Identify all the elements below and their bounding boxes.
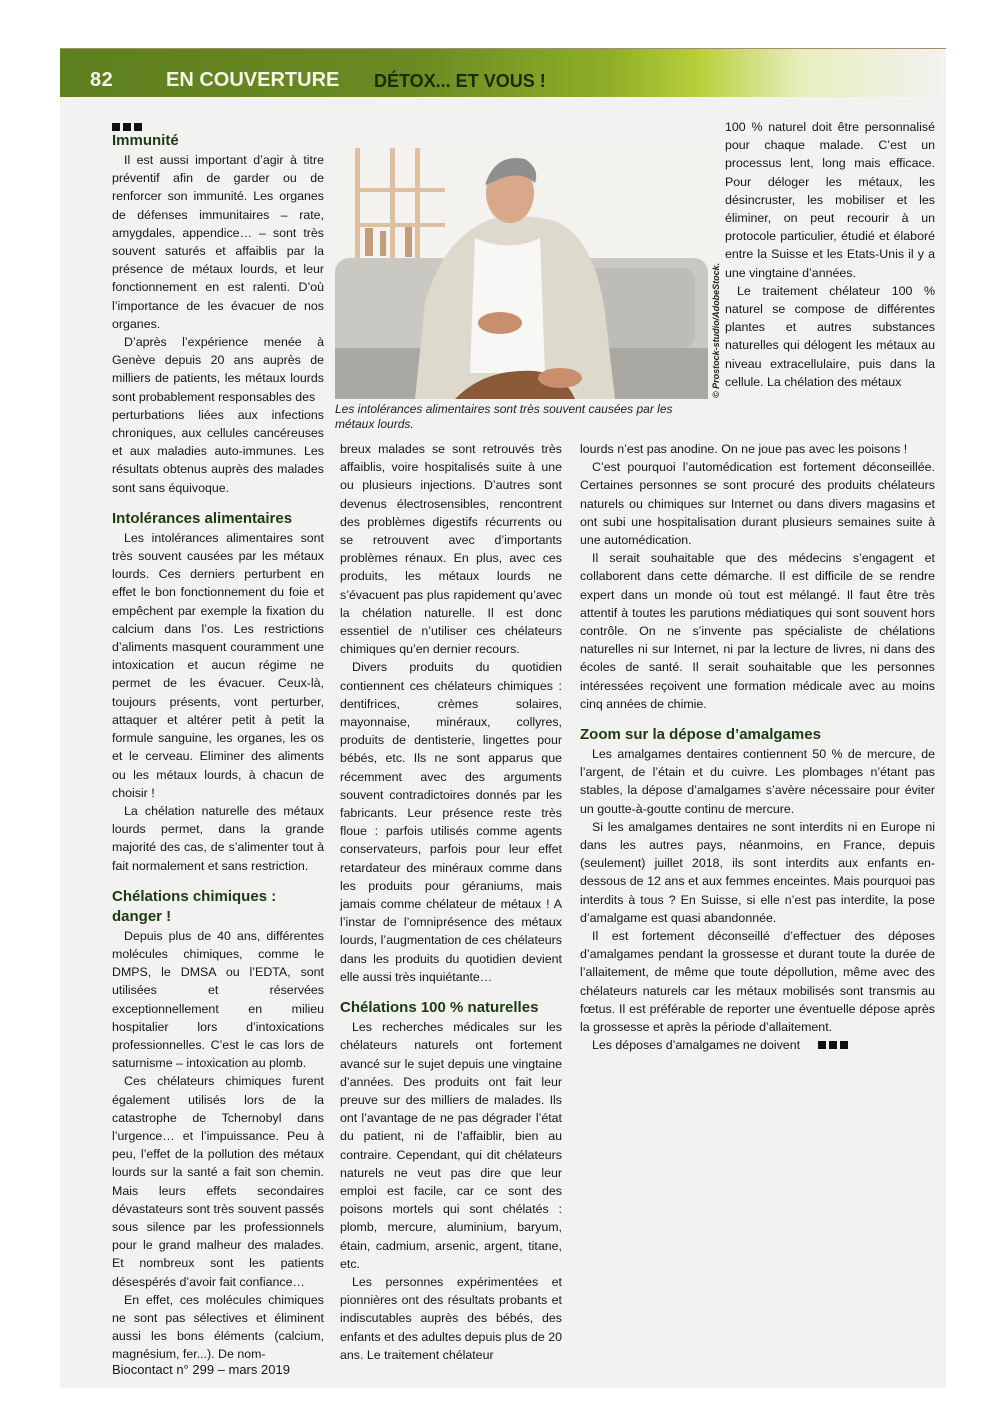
paragraph: Depuis plus de 40 ans, différentes molécules chimiques, comme le DMPS, le DMSA ou l’EDTA, sont utilisées et réservées exceptionnellement en milieu hospitalier lors d’intoxications professionnelles. C’est le cas lors de saturnisme – intoxication au plomb. bbox=[112, 928, 324, 1071]
paragraph: 100 % naturel doit être personnalisé pour chaque malade. C’est un processus lent, long mais efficace. Pour déloger les métaux, les désincruster, les mobiliser et les éliminer, on peut recourir à un protocole particulier, étudié et élaboré entre la Suisse et les Etats-Unis il y a une vingtaine d’années. bbox=[725, 120, 935, 280]
paragraph: La chélation naturelle des métaux lourds permet, dans la grande majorité des cas, de s’alimenter tout à fait normalement et sans restriction. bbox=[112, 803, 324, 873]
column-3-lower bbox=[580, 440, 935, 1055]
photo-caption: Les intolérances alimentaires sont très souvent causées par les métaux lourds. bbox=[335, 402, 673, 431]
heading-intolerances: Intolérances alimentaires bbox=[112, 509, 293, 527]
paragraph: En effet, ces molécules chimiques ne sont pas sélectives et éliminent aussi les bons éléments (calcium, magnésium, fer...). De nom- bbox=[112, 1292, 324, 1362]
paragraph: Les recherches médicales sur les chélateurs naturels ont fortement avancé sur le sujet depuis une vingtaine d’années. Des produits ont fait leur preuve sur des milliers de malades. Ils ont l’avantage de ne pas dégrader l’état du patient, ni de l’affaiblir, bien au contraire. Cependant, qui dit chélateurs naturels ne veut pas dire que leur emploi est facile, car ce sont des poisons mortels qui sont chélatés : plomb, mercure, aluminium, baryum, étain, cadmium, arsenic, argent, titane, etc. bbox=[340, 1020, 562, 1271]
paragraph: Les personnes expérimentées et pionnières ont des résultats probants et indiscutables auprès des bébés, des enfants et des adultes depuis plus de 20 ans. Le traitement chélateur bbox=[340, 1274, 562, 1362]
heading-chelations-chimiques: Chélations chimiques : danger ! bbox=[112, 887, 277, 925]
paragraph: breux malades se sont retrouvés très affaiblis, voire hospitalisés suite à une ou plusieurs injections. D’autres sont devenus électrosensibles, rencontrent des problèmes digestifs récurrents ou se retrouvent avec d’importants problèmes rénaux. En plus, avec ces produits, les métaux lourds ne s’évacuent pas plus rapidement qu’avec la chélation naturelle. Il est donc essentiel de n’utiliser ces chélateurs chimiques qu’en dernier recours. bbox=[340, 442, 562, 657]
paragraph: Les amalgames dentaires contiennent 50 % de mercure, de l’argent, de l’étain et du cuivre. Les plombages n’étant pas stables, la dépose d’amalgames s’avère nécessaire pour éviter un goutte-à-goutte continu de mercure. bbox=[580, 747, 935, 816]
paragraph: Il est aussi important d’agir à titre préventif afin de garder ou de renforcer son immunité. Les organes de défenses immunitaires – rate, amygdales, appendice… – sont très souvent saturés et affaiblis par la présence de métaux lourds, et leur fonctionnement en est ralenti. D’où l’importance de les évacuer de nos organes. bbox=[112, 153, 324, 331]
heading-immunite: Immunité bbox=[112, 132, 179, 149]
paragraph: Il serait souhaitable que des médecins s’engagent et collaborent dans cette démarche. Il est difficile de se rendre expert dans un monde où tout est mélangé. Il faut être très attentif à toutes les parutions médiatiques qui sont souvent hors contrôle. On ne s’invente pas spécialiste de chélations naturelles ni sur Internet, ni par la lecture de livres, ni dans des écoles de santé. Il serait souhaitable que les personnes intéressées reçoivent une formation médicale avec au moins cinq années de chimie. bbox=[580, 551, 935, 711]
paragraph-text: Les déposes d’amalgames ne doivent bbox=[592, 1038, 801, 1053]
paragraph: C’est pourquoi l’automédication est fortement déconseillée. Certaines personnes se sont procuré des produits chélateurs naturels ou chimiques sur Internet ou dans divers magasins et ont subi une hospitalisation durant plusieurs semaines suite à une automédication. bbox=[580, 460, 935, 548]
paragraph: lourds n’est pas anodine. On ne joue pas avec les poisons ! bbox=[580, 442, 908, 456]
heading-zoom-amalgames: Zoom sur la dépose d’amalgames bbox=[580, 726, 821, 744]
paragraph: Le traitement chélateur 100 % naturel se compose de différentes plantes et autres substances naturelles qui délogent les métaux au niveau extracellulaire, puis dans la cellule. La chélation des métaux bbox=[725, 283, 935, 389]
paragraph: D’après l’expérience menée à Genève depuis 20 ans auprès de milliers de patients, les métaux lourds sont probablement responsables des bbox=[112, 335, 324, 404]
footer-publication: Biocontact n° 299 – mars 2019 bbox=[112, 1362, 290, 1377]
paragraph: Divers produits du quotidien contiennent ces chélateurs chimiques : dentifrices, crèmes solaires, mayonnaise, minéraux, collyres, produits de dentisterie, lingettes pour bébés, etc. Ils ne sont apparus que récemment avec des arguments souvent contradictoires donnés par les fabricants. Leur présence reste très floue : parfois utilisés comme agents conservateurs, parfois pour leur effet retardateur des minéraux comme dans les produits pour géraniums, mais jamais comme chélateur de métaux ! A l’instar de l’omniprésence des métaux lourds, l’augmentation de ces chélateurs dans les produits du quotidien devient elle aussi très inquiétante… bbox=[340, 660, 562, 984]
section-title: EN COUVERTURE bbox=[166, 69, 340, 91]
paragraph: Les intolérances alimentaires sont très souvent causées par les métaux lourds. Ces derniers perturbent en effet le bon fonctionnement du foie et empêchent par exemple la fixation du calcium dans l’os. Les restrictions d’aliments masquent couramment une intoxication et aucun régime ne permet de les évacuer. Ceux-là, toujours présents, vont perturber, attaquer et altérer petit à petit la formule sanguine, les organes, les os et le cerveau. Eliminer des aliments ou les métaux lourds, à chacun de choisir ! bbox=[112, 530, 324, 800]
paragraph: Ces chélateurs chimiques furent également utilisés lors de la catastrophe de Tchernobyl dans l’urgence… et l’impuissance. Peu à peu, l’effet de la pollution des métaux lourds sur la santé a fait son chemin. Mais leurs effets secondaires dévastateurs sont très souvent passés sous silence par les professionnels pour le grand malheur des malades. Et nombreux sont les patients désespérés d’avoir fait confiance… bbox=[112, 1074, 324, 1289]
photo-credit: © Prostock-studio/AdobeStock. bbox=[711, 262, 721, 398]
continuation-squares-icon bbox=[112, 118, 324, 128]
column-1 bbox=[112, 118, 324, 1364]
section-subtitle: DÉTOX... ET VOUS ! bbox=[374, 71, 546, 91]
continued-squares-icon bbox=[806, 1036, 851, 1054]
column-3-upper bbox=[725, 118, 935, 391]
heading-chelations-naturelles: Chélations 100 % naturelles bbox=[340, 999, 539, 1017]
article-photo bbox=[335, 143, 708, 399]
paragraph: Si les amalgames dentaires ne sont interdits ni en Europe ni dans les autres pays, néanmoins, en France, depuis (seulement) juillet 2018, ils sont interdits aux enfants en-dessous de 12 ans et aux femmes enceintes. Mais pourquoi pas interdits à tous ? En Suisse, si elle n’est pas interdite, la pose d’amalgame est quasi abandonnée. bbox=[580, 819, 935, 925]
page-number: 82 bbox=[90, 69, 114, 91]
paragraph: Il est fortement déconseillé d’effectuer des déposes d’amalgames pendant la grossesse et durant toute la durée de l’allaitement, de même que toute dépollution, même avec des chélateurs naturels car les métaux mobilisés sont transmis au fœtus. Il est préférable de reporter une éventuelle dépose après la grossesse et après la période d’allaitement. bbox=[580, 929, 935, 1035]
paragraph-last bbox=[580, 1036, 935, 1054]
paragraph: perturbations liées aux infections chroniques, aux cellules cancéreuses et aux maladies auto-immunes. Les résultats obtenus auprès des malades sont sans équivoque. bbox=[112, 407, 324, 495]
man-on-sofa-illustration bbox=[335, 143, 708, 399]
column-2 bbox=[340, 440, 562, 1364]
